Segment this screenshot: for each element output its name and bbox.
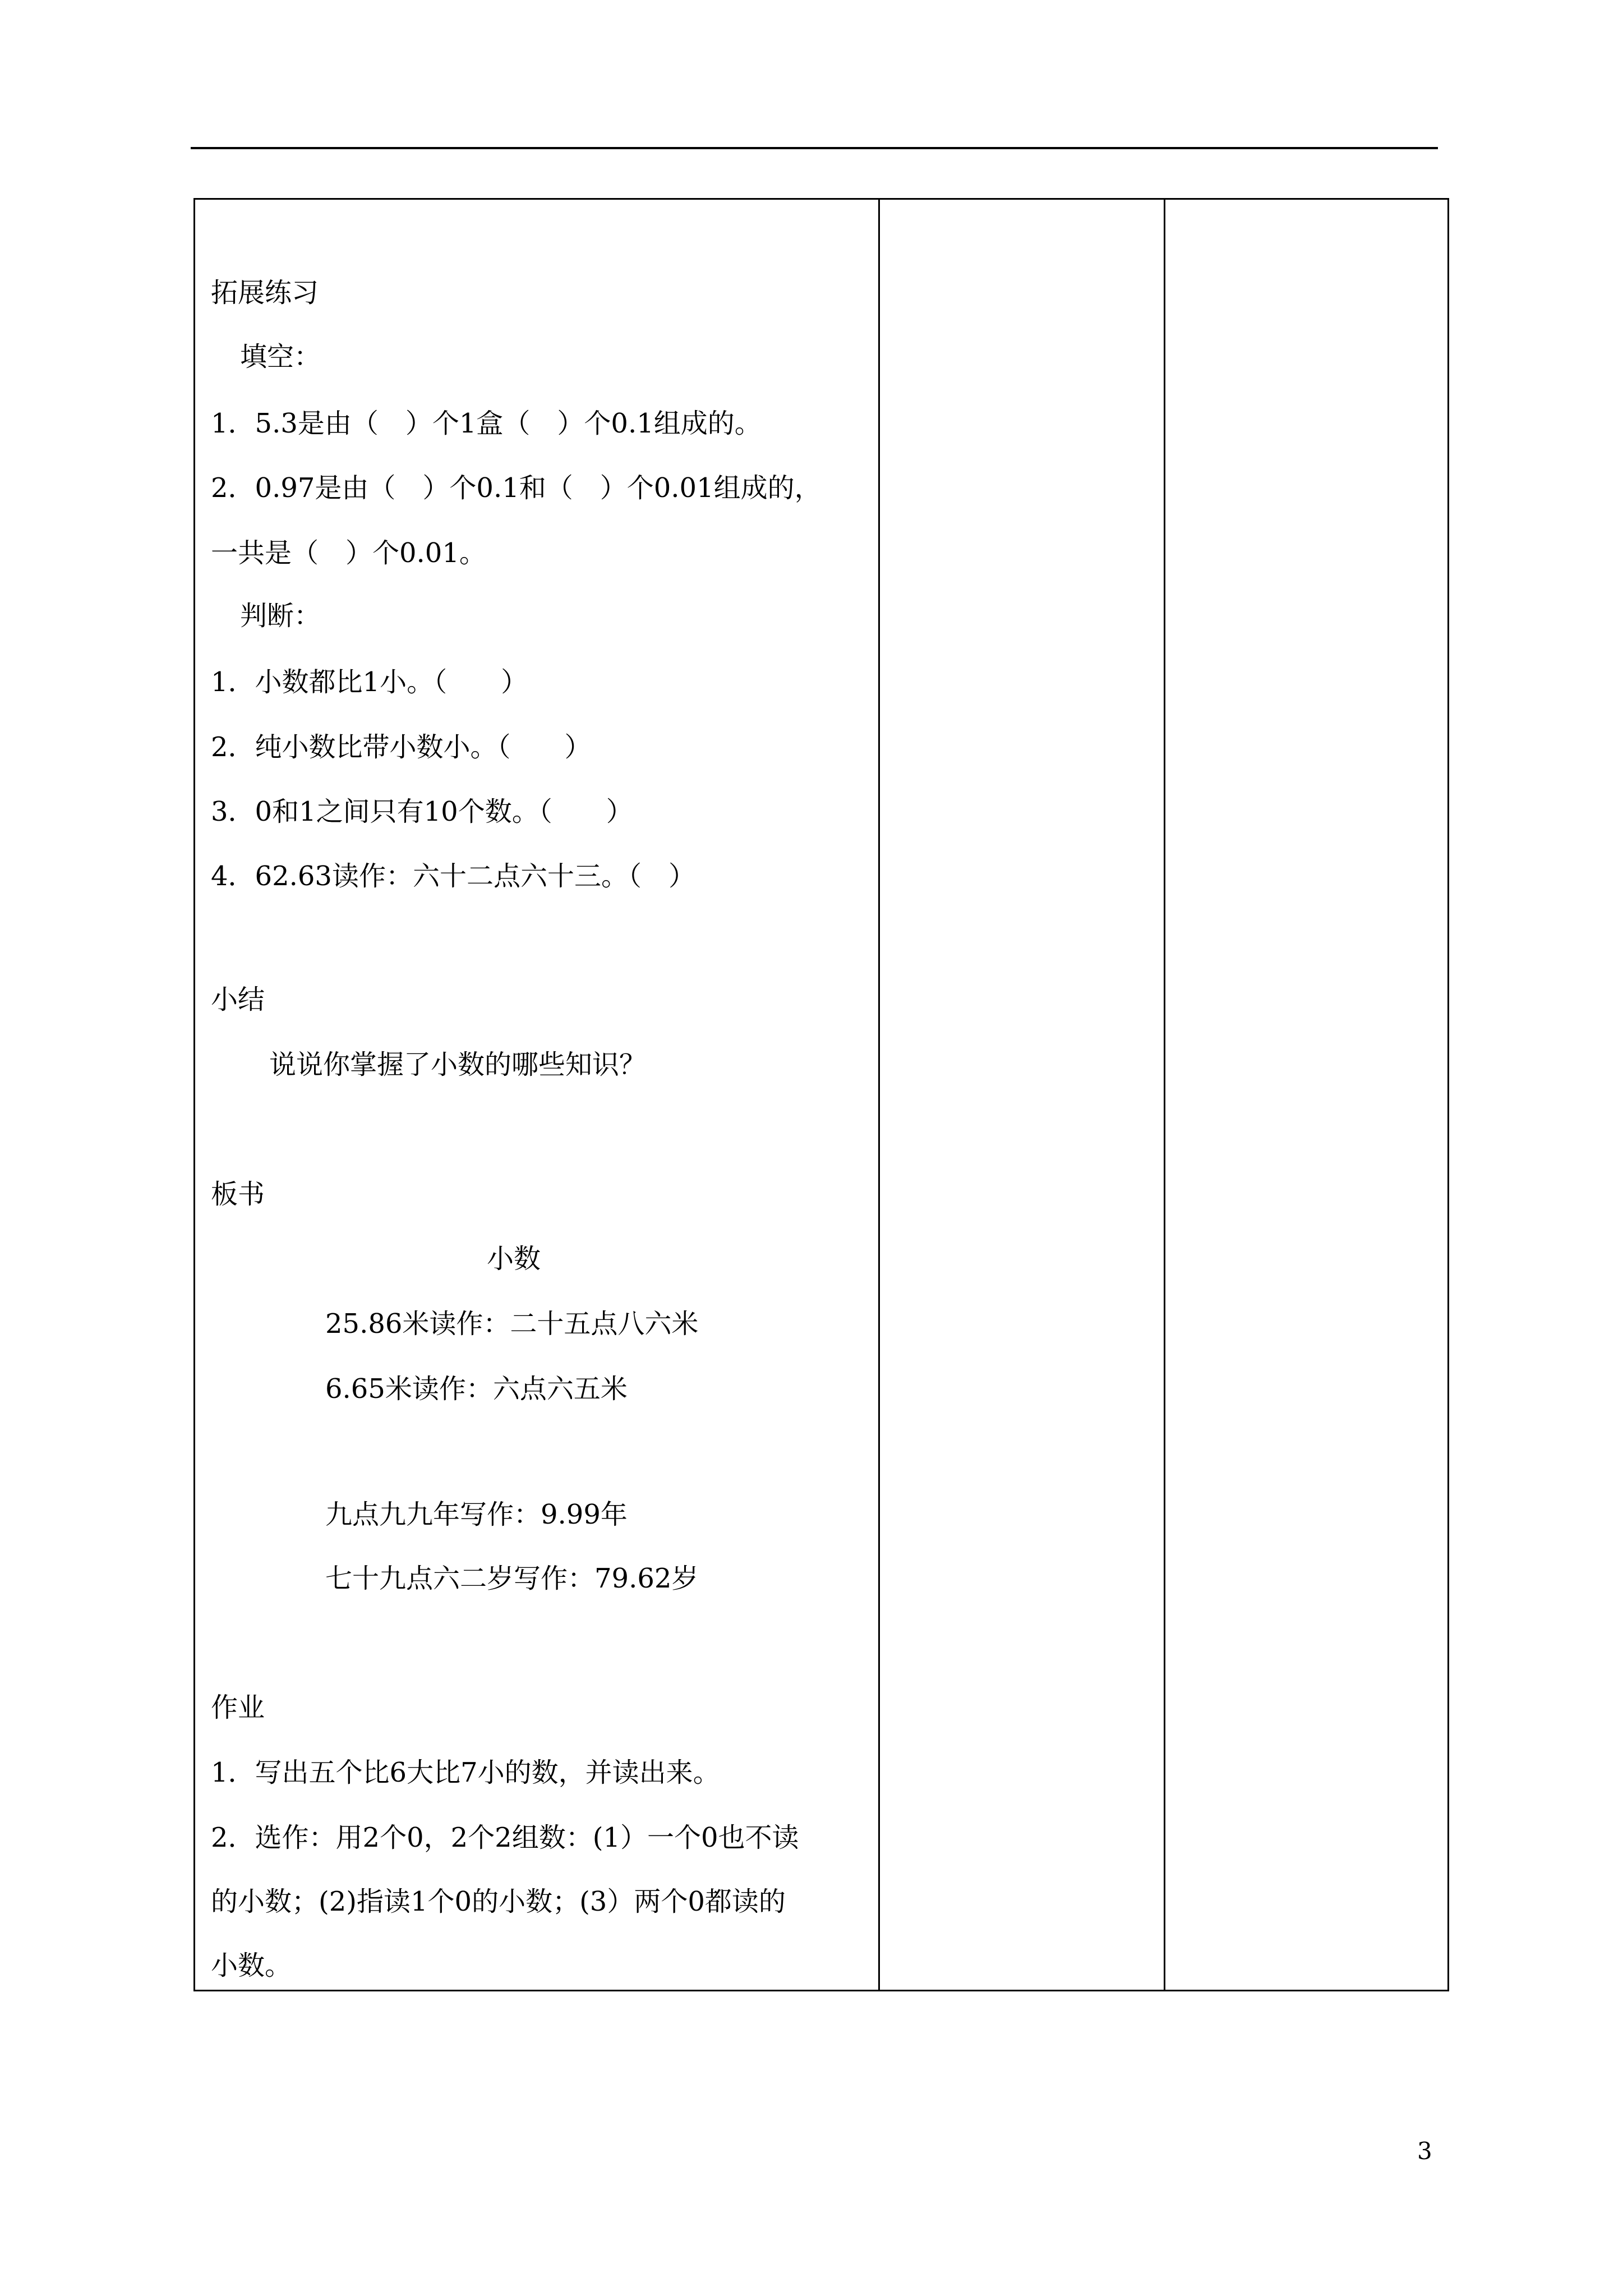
judge-item: 1．小数都比1小。（ ） <box>211 666 528 698</box>
section-title-extension: 拓展练习 <box>211 277 319 309</box>
board-line: 九点九九年写作：9.99年 <box>325 1499 628 1530</box>
fill-blank-item: 2．0.97是由（ ）个0.1和（ ）个0.01组成的， <box>211 472 822 504</box>
column-divider <box>1164 200 1165 1990</box>
board-line: 6.65米读作：六点六五米 <box>325 1373 628 1405</box>
header-rule <box>191 147 1438 149</box>
board-line: 25.86米读作：二十五点八六米 <box>325 1308 699 1340</box>
fill-blank-item: 一共是（ ）个0.01。 <box>211 537 486 569</box>
judge-label: 判断： <box>240 600 321 632</box>
fill-blank-label: 填空： <box>240 341 321 372</box>
judge-item: 4．62.63读作：六十二点六十三。（ ） <box>211 861 695 892</box>
homework-item: 1．写出五个比6大比7小的数，并读出来。 <box>211 1757 720 1788</box>
section-title-board: 板书 <box>211 1179 265 1210</box>
summary-text: 说说你掌握了小数的哪些知识？ <box>269 1049 647 1080</box>
column-divider <box>878 200 880 1990</box>
judge-item: 2．纯小数比带小数小。（ ） <box>211 731 592 763</box>
fill-blank-item: 1．5.3是由（ ）个1盒（ ）个0.1组成的。 <box>211 408 762 439</box>
page-number: 3 <box>1417 2137 1432 2165</box>
homework-item: 的小数；(2)指读1个0的小数；(3）两个0都读的 <box>211 1886 786 1917</box>
lesson-table <box>193 198 1449 1991</box>
section-title-summary: 小结 <box>211 984 265 1015</box>
judge-item: 3．0和1之间只有10个数。（ ） <box>211 796 633 827</box>
board-line: 七十九点六二岁写作：79.62岁 <box>325 1563 699 1594</box>
homework-item: 小数。 <box>211 1950 292 1981</box>
board-heading: 小数 <box>487 1243 541 1274</box>
section-title-homework: 作业 <box>211 1692 265 1723</box>
homework-item: 2．选作：用2个0，2个2组数：(1）一个0也不读 <box>211 1822 799 1853</box>
